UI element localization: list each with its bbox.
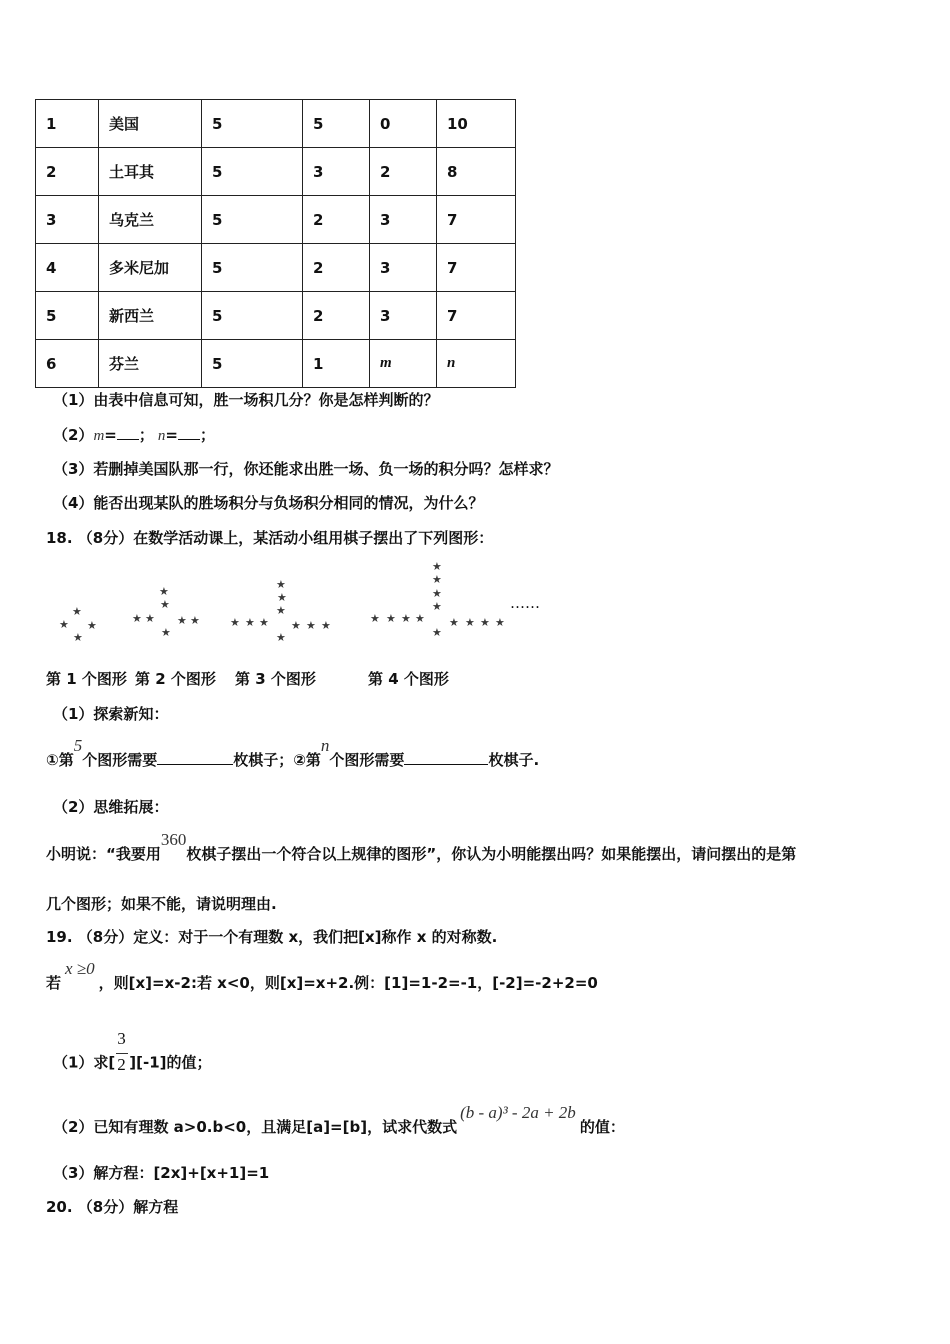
table-cell: 6: [36, 340, 99, 388]
star-icon: ★: [291, 619, 301, 632]
star-icon: ★: [72, 605, 82, 618]
fraction-numerator: 3: [117, 1029, 126, 1048]
q18-sub1-b: 个图形需要: [82, 751, 158, 769]
star-icon: ★: [277, 591, 287, 604]
table-cell: 5: [202, 340, 303, 388]
star-icon: ★: [370, 612, 380, 625]
table-cell: 美国: [99, 100, 202, 148]
table-row: [36, 292, 516, 340]
star-icon: ★: [230, 616, 240, 629]
star-icon: ★: [432, 560, 442, 573]
star-icon: ★: [59, 618, 69, 631]
star-icon: ★: [160, 598, 170, 611]
table-cell: 4: [36, 244, 99, 292]
table-cell: 2: [303, 244, 370, 292]
figure-number-5: 5: [73, 736, 83, 755]
q17-eq1: =: [104, 426, 117, 444]
table-cell: 0: [370, 100, 437, 148]
star-icon: ★: [432, 626, 442, 639]
q19-p2-a: （2）已知有理数 a>0.b<0，且满足[a]=[b]，试求代数式: [53, 1118, 458, 1136]
star-icon: ★: [276, 631, 286, 644]
star-icon: ★: [132, 612, 142, 625]
star-icon: ★: [145, 612, 155, 625]
star-icon: ★: [190, 614, 200, 627]
star-icon: ★: [276, 578, 286, 591]
q19-p1-a: （1）求[: [53, 1053, 116, 1072]
star-icon: ★: [276, 604, 286, 617]
xm-a: 小明说：“我要用: [46, 845, 161, 863]
table-cell: 5: [202, 244, 303, 292]
def-a: 若: [46, 974, 62, 992]
q19-p1-b: ][-1]的值；: [129, 1053, 212, 1072]
star-icon: ★: [321, 619, 331, 632]
table-cell: 8: [437, 148, 516, 196]
table-cell: 2: [303, 196, 370, 244]
table-cell: 2: [370, 148, 437, 196]
star-icon: ★: [449, 616, 459, 629]
table-row: [36, 340, 516, 388]
star-icon: ★: [480, 616, 490, 629]
q17-part2-prefix: （2）: [53, 426, 94, 444]
q18-sub1-c: 枚棋子；②第: [233, 751, 321, 769]
table-cell: 5: [202, 292, 303, 340]
star-icon: ★: [259, 616, 269, 629]
q18-part2: （2）思维拓展：: [53, 798, 169, 816]
q19-part2: [53, 1103, 625, 1137]
q18-sub1-a: ①第: [46, 751, 74, 769]
q18-sub1-e: 枚棋子.: [488, 751, 540, 769]
q19-part3: （3）解方程：[2x]+[x+1]=1: [53, 1164, 270, 1182]
table-cell: 新西兰: [99, 292, 202, 340]
table-cell: 土耳其: [99, 148, 202, 196]
star-icon: ★: [73, 631, 83, 644]
ellipsis: ……: [510, 594, 540, 612]
star-icon: ★: [465, 616, 475, 629]
table-cell: 3: [303, 148, 370, 196]
table-cell: 5: [303, 100, 370, 148]
table-row: [36, 148, 516, 196]
q17-part1: （1）由表中信息可知，胜一场积几分？你是怎样判断的？: [53, 391, 439, 409]
q17-sep: ；: [138, 426, 154, 444]
q19-header: 19. （8分）定义：对于一个有理数 x，我们把[x]称作 x 的对称数.: [46, 928, 498, 946]
answer-blank-nth[interactable]: [404, 764, 488, 765]
star-figure-4: [368, 559, 513, 644]
table-cell: 2: [36, 148, 99, 196]
number-360: 360: [160, 830, 187, 849]
figure-label-3: 第 3 个图形: [235, 670, 316, 688]
xiaoming-statement-cont: 几个图形；如果不能，请说明理由.: [46, 895, 277, 913]
q17-eq2: =: [165, 426, 178, 444]
q19-part1: [53, 1029, 212, 1083]
q18-part1: （1）探索新知：: [53, 705, 169, 723]
q18-sub1-d: 个图形需要: [329, 751, 405, 769]
table-cell: 5: [202, 196, 303, 244]
figure-label-2: 第 2 个图形: [135, 670, 216, 688]
star-icon: ★: [87, 619, 97, 632]
table-row: [36, 196, 516, 244]
answer-blank-m[interactable]: [117, 439, 139, 440]
table-cell: 2: [303, 292, 370, 340]
star-icon: ★: [386, 612, 396, 625]
fraction-3-2: [115, 1029, 129, 1074]
fraction-denominator: 2: [117, 1055, 126, 1074]
answer-blank-5th[interactable]: [157, 764, 233, 765]
table-cell: 乌克兰: [99, 196, 202, 244]
table-cell: 7: [437, 292, 516, 340]
table-cell: 5: [36, 292, 99, 340]
q19-definition: [46, 959, 598, 993]
star-figure-1: [55, 600, 105, 645]
star-icon: ★: [432, 600, 442, 613]
table-cell: 5: [202, 100, 303, 148]
star-icon: ★: [159, 585, 169, 598]
table-cell: 3: [370, 244, 437, 292]
table-cell: 3: [370, 292, 437, 340]
table-cell: 7: [437, 244, 516, 292]
star-icon: ★: [495, 616, 505, 629]
table-cell: 10: [437, 100, 516, 148]
q18-header: 18. （8分）在数学活动课上，某活动小组用棋子摆出了下列图形：: [46, 529, 494, 547]
xm-b: 枚棋子摆出一个符合以上规律的图形”，你认为小明能摆出吗？如果能摆出，请问摆出的是第: [186, 845, 797, 863]
table-row: [36, 100, 516, 148]
figure-label-4: 第 4 个图形: [368, 670, 449, 688]
table-cell: 7: [437, 196, 516, 244]
table-cell: 3: [370, 196, 437, 244]
q17-part3: （3）若删掉美国队那一行，你还能求出胜一场、负一场的积分吗？怎样求？: [53, 460, 559, 478]
star-figure-3: [228, 577, 338, 647]
table-row: [36, 244, 516, 292]
star-figure-2: [130, 585, 205, 645]
figure-label-1: 第 1 个图形: [46, 670, 127, 688]
table-cell: m: [370, 340, 437, 388]
star-icon: ★: [415, 612, 425, 625]
figure-number-n: n: [320, 736, 330, 755]
q18-sub-questions: [46, 736, 540, 770]
q17-part4: （4）能否出现某队的胜场积分与负场积分相同的情况，为什么？: [53, 494, 484, 512]
table-cell: 5: [202, 148, 303, 196]
q20-header: 20. （8分）解方程: [46, 1198, 179, 1216]
star-icon: ★: [306, 619, 316, 632]
star-icon: ★: [177, 614, 187, 627]
answer-blank-n[interactable]: [178, 439, 200, 440]
table-cell: 1: [36, 100, 99, 148]
var-n: n: [157, 428, 166, 444]
table-cell: 3: [36, 196, 99, 244]
def-b: ，则[x]=x-2:若 x<0，则[x]=x+2.例：[1]=1-2=-1，[-2]=-2+2=0: [98, 974, 598, 992]
xiaoming-statement: [46, 830, 797, 864]
star-icon: ★: [432, 573, 442, 586]
condition-x-ge-0: x ≥0: [65, 959, 95, 978]
standings-table: [35, 99, 516, 388]
table-cell: 1: [303, 340, 370, 388]
var-m: m: [93, 428, 105, 444]
table-cell: n: [437, 340, 516, 388]
algebraic-expression: (b - a)³ - 2a + 2b: [460, 1103, 576, 1122]
standings-table-body: [36, 100, 516, 388]
table-cell: 芬兰: [99, 340, 202, 388]
q19-p2-b: 的值：: [579, 1118, 625, 1136]
q17-end: ；: [199, 426, 215, 444]
q17-part2: [53, 424, 215, 445]
star-icon: ★: [161, 626, 171, 639]
star-icon: ★: [401, 612, 411, 625]
fraction-bar: [116, 1053, 128, 1054]
star-icon: ★: [432, 587, 442, 600]
table-cell: 多米尼加: [99, 244, 202, 292]
star-icon: ★: [245, 616, 255, 629]
